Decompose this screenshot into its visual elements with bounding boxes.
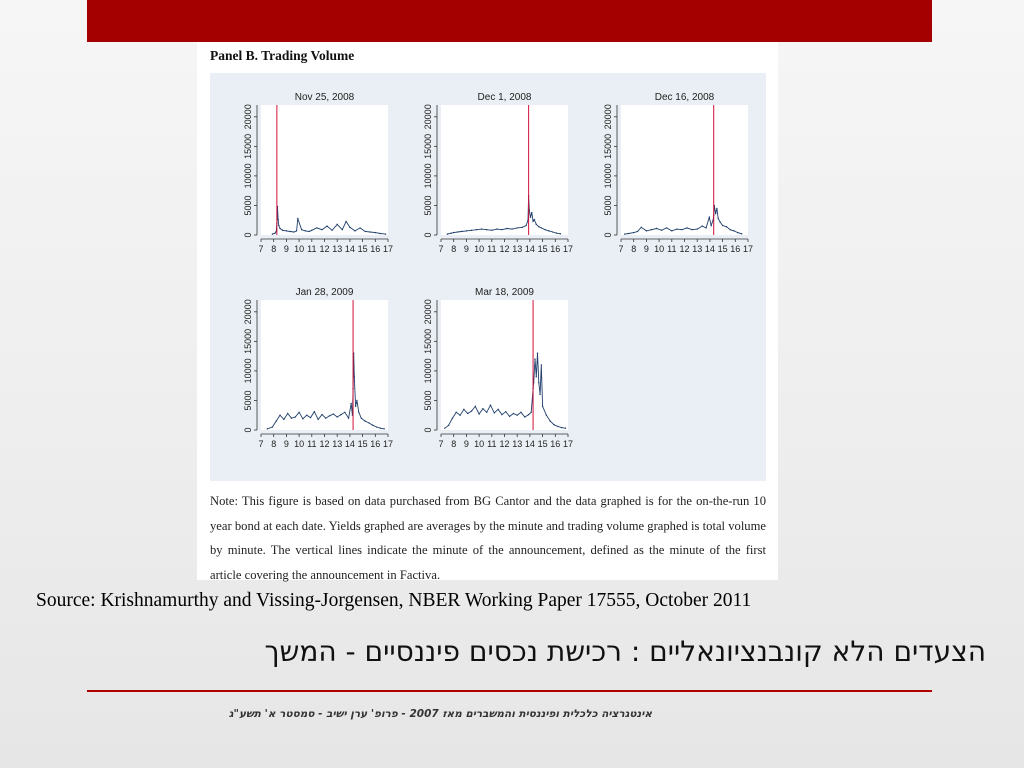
- x-tick-label: 8: [271, 244, 277, 254]
- chart-title: Mar 18, 2009: [475, 287, 534, 298]
- y-tick-label: 0: [243, 232, 253, 238]
- x-tick-label: 7: [438, 439, 444, 449]
- volume-point: [478, 413, 479, 414]
- x-tick-label: 16: [370, 244, 381, 254]
- chart-title: Dec 1, 2008: [477, 92, 532, 103]
- volume-point: [505, 411, 506, 412]
- volume-point: [651, 229, 652, 230]
- y-tick-label: 20000: [243, 299, 253, 325]
- volume-point: [481, 228, 482, 229]
- x-tick-label: 16: [730, 244, 741, 254]
- volume-point: [456, 412, 457, 413]
- plot-background: [621, 105, 748, 235]
- volume-point: [279, 228, 280, 229]
- volume-point: [722, 225, 723, 226]
- volume-point: [355, 406, 356, 407]
- volume-point: [715, 213, 716, 214]
- volume-point: [309, 231, 310, 232]
- volume-point: [278, 225, 279, 226]
- volume-point: [348, 417, 349, 418]
- volume-point: [531, 212, 532, 213]
- volume-point: [506, 228, 507, 229]
- chart-title: Nov 25, 2008: [294, 92, 355, 103]
- volume-point: [476, 229, 477, 230]
- title-underline: [87, 690, 932, 692]
- volume-point: [311, 230, 312, 231]
- x-tick-label: 15: [717, 244, 728, 254]
- volume-point: [376, 426, 377, 427]
- volume-point: [501, 414, 502, 415]
- chart-title: Jan 28, 2009: [295, 287, 354, 298]
- x-tick-label: 17: [382, 244, 394, 254]
- x-tick-label: 17: [562, 439, 574, 449]
- volume-point: [448, 425, 449, 426]
- y-tick-label: 5000: [603, 195, 613, 216]
- volume-point: [305, 230, 306, 231]
- volume-point: [314, 411, 315, 412]
- x-tick-label: 7: [438, 244, 444, 254]
- y-tick-label: 20000: [243, 104, 253, 130]
- slide-title: הצעדים הלא קונבנציונאליים : רכישת נכסים פיננסיים - המשך: [264, 635, 986, 668]
- volume-point: [321, 229, 322, 230]
- volume-point: [666, 227, 667, 228]
- volume-point: [517, 227, 518, 228]
- volume-point: [337, 224, 338, 225]
- volume-point: [511, 228, 512, 229]
- volume-point: [453, 232, 454, 233]
- chart-5: [423, 287, 573, 449]
- volume-point: [482, 408, 483, 409]
- volume-point: [524, 416, 525, 417]
- volume-point: [372, 425, 373, 426]
- volume-point: [525, 225, 526, 226]
- volume-point: [354, 230, 355, 231]
- x-tick-label: 12: [319, 439, 330, 449]
- volume-point: [325, 417, 326, 418]
- x-tick-label: 15: [537, 244, 548, 254]
- trading-volume-charts: [210, 73, 766, 481]
- volume-point: [520, 412, 521, 413]
- volume-point: [517, 415, 518, 416]
- volume-point: [532, 221, 533, 222]
- volume-point: [452, 417, 453, 418]
- y-tick-label: 0: [243, 427, 253, 433]
- plot-background: [261, 300, 388, 430]
- x-tick-label: 13: [332, 439, 343, 449]
- volume-point: [661, 230, 662, 231]
- volume-point: [344, 412, 345, 413]
- volume-point: [466, 230, 467, 231]
- chart-3: [603, 92, 753, 254]
- volume-point: [496, 228, 497, 229]
- volume-point: [710, 225, 711, 226]
- volume-point: [741, 233, 742, 234]
- volume-point: [513, 413, 514, 414]
- chart-4: [243, 287, 393, 449]
- x-tick-label: 16: [550, 244, 561, 254]
- volume-point: [717, 218, 718, 219]
- volume-point: [733, 230, 734, 231]
- y-tick-label: 5000: [243, 390, 253, 411]
- volume-point: [380, 233, 381, 234]
- x-tick-label: 14: [524, 244, 535, 254]
- volume-point: [490, 404, 491, 405]
- volume-point: [633, 232, 634, 233]
- volume-point: [539, 394, 540, 395]
- volume-point: [509, 416, 510, 417]
- chart-title: Dec 16, 2008: [654, 92, 715, 103]
- volume-point: [279, 415, 280, 416]
- volume-point: [302, 418, 303, 419]
- volume-point: [364, 420, 365, 421]
- volume-point: [730, 229, 731, 230]
- volume-point: [726, 226, 727, 227]
- volume-point: [681, 229, 682, 230]
- x-tick-label: 11: [307, 244, 317, 254]
- y-tick-label: 0: [603, 232, 613, 238]
- x-tick-label: 8: [631, 244, 637, 254]
- source-citation: Source: Krishnamurthy and Vissing-Jorgensen, NBER Working Paper 17555, October 2011: [36, 590, 752, 611]
- volume-point: [522, 227, 523, 228]
- volume-point: [497, 409, 498, 410]
- x-tick-label: 13: [512, 244, 523, 254]
- volume-point: [541, 227, 542, 228]
- x-tick-label: 8: [451, 439, 457, 449]
- x-tick-label: 10: [474, 244, 485, 254]
- volume-point: [697, 228, 698, 229]
- volume-point: [293, 231, 294, 232]
- slide-footer: אינטגרציה כלכלית ופיננסית והמשברים מאז 2007 - פרופ' ערן ישיב - סמסטר א' תשע"ג: [228, 708, 652, 720]
- x-tick-label: 9: [463, 244, 469, 254]
- x-tick-label: 7: [618, 244, 624, 254]
- volume-point: [298, 412, 299, 413]
- volume-point: [383, 428, 384, 429]
- volume-point: [550, 420, 551, 421]
- volume-point: [447, 233, 448, 234]
- volume-point: [306, 415, 307, 416]
- x-tick-label: 13: [512, 439, 523, 449]
- x-tick-label: 7: [258, 439, 264, 449]
- x-tick-label: 15: [537, 439, 548, 449]
- x-tick-label: 15: [357, 244, 368, 254]
- volume-point: [542, 406, 543, 407]
- volume-point: [317, 419, 318, 420]
- volume-point: [295, 416, 296, 417]
- x-tick-label: 12: [499, 244, 510, 254]
- y-tick-label: 20000: [603, 104, 613, 130]
- x-tick-label: 11: [487, 439, 497, 449]
- volume-point: [467, 413, 468, 414]
- x-tick-label: 17: [742, 244, 754, 254]
- volume-point: [274, 233, 275, 234]
- y-tick-label: 20000: [423, 104, 433, 130]
- volume-point: [375, 232, 376, 233]
- volume-point: [656, 228, 657, 229]
- volume-point: [356, 400, 357, 401]
- volume-point: [534, 219, 535, 220]
- volume-point: [561, 427, 562, 428]
- x-tick-label: 17: [562, 244, 574, 254]
- volume-point: [553, 424, 554, 425]
- volume-point: [536, 376, 537, 377]
- volume-point: [345, 221, 346, 222]
- x-tick-label: 13: [332, 244, 343, 254]
- plot-background: [441, 300, 568, 430]
- x-tick-label: 7: [258, 244, 264, 254]
- volume-point: [702, 225, 703, 226]
- y-tick-label: 5000: [243, 195, 253, 216]
- volume-point: [494, 412, 495, 413]
- volume-point: [349, 227, 350, 228]
- volume-point: [331, 230, 332, 231]
- volume-point: [358, 412, 359, 413]
- volume-point: [716, 208, 717, 209]
- volume-point: [528, 414, 529, 415]
- volume-point: [538, 382, 539, 383]
- volume-point: [486, 412, 487, 413]
- volume-point: [287, 413, 288, 414]
- y-tick-label: 15000: [603, 133, 613, 159]
- y-tick-label: 5000: [423, 390, 433, 411]
- y-tick-label: 10000: [423, 163, 433, 189]
- volume-point: [641, 227, 642, 228]
- y-tick-label: 20000: [423, 299, 433, 325]
- volume-point: [364, 231, 365, 232]
- x-tick-label: 16: [550, 439, 561, 449]
- volume-point: [286, 230, 287, 231]
- plot-background: [261, 105, 388, 235]
- y-tick-label: 15000: [423, 133, 433, 159]
- volume-point: [326, 225, 327, 226]
- volume-point: [457, 231, 458, 232]
- volume-point: [530, 412, 531, 413]
- figure-note: Note: This figure is based on data purchased from BG Cantor and the data graphed is for the on-the-run 10 year bond at each date. Yields graphed are averages by the minute and trading volume graphed is total volume by minute. The vertical lines indicate the minute of the announcement, defined as the minute of the first article covering the announcement in Factiva.: [210, 494, 766, 582]
- volume-point: [321, 414, 322, 415]
- x-tick-label: 8: [271, 439, 277, 449]
- volume-point: [361, 417, 362, 418]
- x-tick-label: 17: [382, 439, 394, 449]
- y-tick-label: 5000: [423, 195, 433, 216]
- volume-point: [719, 221, 720, 222]
- volume-point: [368, 422, 369, 423]
- y-tick-label: 10000: [603, 163, 613, 189]
- volume-point: [471, 230, 472, 231]
- volume-point: [686, 227, 687, 228]
- volume-point: [350, 403, 351, 404]
- y-tick-label: 10000: [243, 358, 253, 384]
- volume-point: [297, 218, 298, 219]
- volume-point: [475, 406, 476, 407]
- volume-point: [552, 231, 553, 232]
- volume-point: [291, 417, 292, 418]
- volume-point: [557, 426, 558, 427]
- volume-point: [290, 231, 291, 232]
- volume-point: [301, 229, 302, 230]
- volume-point: [459, 415, 460, 416]
- x-tick-label: 10: [294, 244, 305, 254]
- volume-point: [276, 420, 277, 421]
- x-tick-label: 9: [463, 439, 469, 449]
- plot-background: [441, 105, 568, 235]
- volume-point: [370, 231, 371, 232]
- x-tick-label: 12: [679, 244, 690, 254]
- volume-point: [530, 217, 531, 218]
- panel-title: Panel B. Trading Volume: [210, 48, 355, 63]
- volume-point: [737, 232, 738, 233]
- x-tick-label: 10: [294, 439, 305, 449]
- x-tick-label: 13: [692, 244, 703, 254]
- volume-point: [676, 228, 677, 229]
- x-tick-label: 11: [487, 244, 497, 254]
- x-tick-label: 14: [524, 439, 535, 449]
- volume-point: [671, 230, 672, 231]
- volume-point: [385, 233, 386, 234]
- x-tick-label: 8: [451, 244, 457, 254]
- volume-point: [359, 227, 360, 228]
- x-tick-label: 12: [319, 244, 330, 254]
- chart-1: [243, 92, 393, 254]
- volume-point: [536, 224, 537, 225]
- y-tick-label: 10000: [423, 358, 433, 384]
- volume-point: [342, 229, 343, 230]
- volume-point: [624, 233, 625, 234]
- volume-point: [463, 409, 464, 410]
- volume-point: [486, 229, 487, 230]
- figure-panel: [197, 42, 778, 580]
- x-tick-label: 10: [654, 244, 665, 254]
- volume-point: [272, 426, 273, 427]
- x-tick-label: 10: [474, 439, 485, 449]
- volume-point: [501, 229, 502, 230]
- volume-point: [380, 428, 381, 429]
- volume-point: [709, 217, 710, 218]
- volume-point: [565, 428, 566, 429]
- volume-point: [354, 376, 355, 377]
- volume-point: [691, 229, 692, 230]
- volume-point: [272, 233, 273, 234]
- x-tick-label: 14: [344, 244, 355, 254]
- volume-point: [534, 358, 535, 359]
- chart-2: [423, 92, 573, 254]
- volume-point: [316, 227, 317, 228]
- x-tick-label: 9: [643, 244, 649, 254]
- volume-point: [296, 230, 297, 231]
- x-tick-label: 11: [667, 244, 677, 254]
- volume-point: [461, 231, 462, 232]
- volume-point: [548, 230, 549, 231]
- volume-point: [705, 227, 706, 228]
- volume-point: [450, 233, 451, 234]
- volume-point: [537, 352, 538, 353]
- volume-point: [637, 231, 638, 232]
- y-tick-label: 0: [423, 427, 433, 433]
- volume-point: [471, 410, 472, 411]
- volume-point: [310, 417, 311, 418]
- top-accent-bar: [87, 0, 932, 42]
- volume-point: [267, 428, 268, 429]
- y-tick-label: 15000: [243, 133, 253, 159]
- x-tick-label: 14: [704, 244, 715, 254]
- y-tick-label: 15000: [423, 328, 433, 354]
- volume-point: [333, 413, 334, 414]
- y-tick-label: 10000: [243, 163, 253, 189]
- y-tick-label: 0: [423, 232, 433, 238]
- volume-point: [546, 415, 547, 416]
- volume-point: [538, 226, 539, 227]
- volume-point: [560, 233, 561, 234]
- volume-point: [491, 230, 492, 231]
- x-tick-label: 14: [344, 439, 355, 449]
- volume-point: [282, 230, 283, 231]
- volume-point: [556, 233, 557, 234]
- x-tick-label: 16: [370, 439, 381, 449]
- chart-grid-area: [210, 73, 766, 481]
- x-tick-label: 11: [307, 439, 317, 449]
- volume-point: [337, 416, 338, 417]
- volume-point: [544, 229, 545, 230]
- y-tick-label: 15000: [243, 328, 253, 354]
- volume-point: [444, 428, 445, 429]
- volume-point: [646, 230, 647, 231]
- volume-point: [277, 219, 278, 220]
- x-tick-label: 15: [357, 439, 368, 449]
- volume-point: [340, 414, 341, 415]
- x-tick-label: 12: [499, 439, 510, 449]
- volume-point: [541, 364, 542, 365]
- x-tick-label: 9: [283, 244, 289, 254]
- volume-point: [628, 233, 629, 234]
- volume-point: [283, 419, 284, 420]
- x-tick-label: 9: [283, 439, 289, 449]
- volume-point: [329, 415, 330, 416]
